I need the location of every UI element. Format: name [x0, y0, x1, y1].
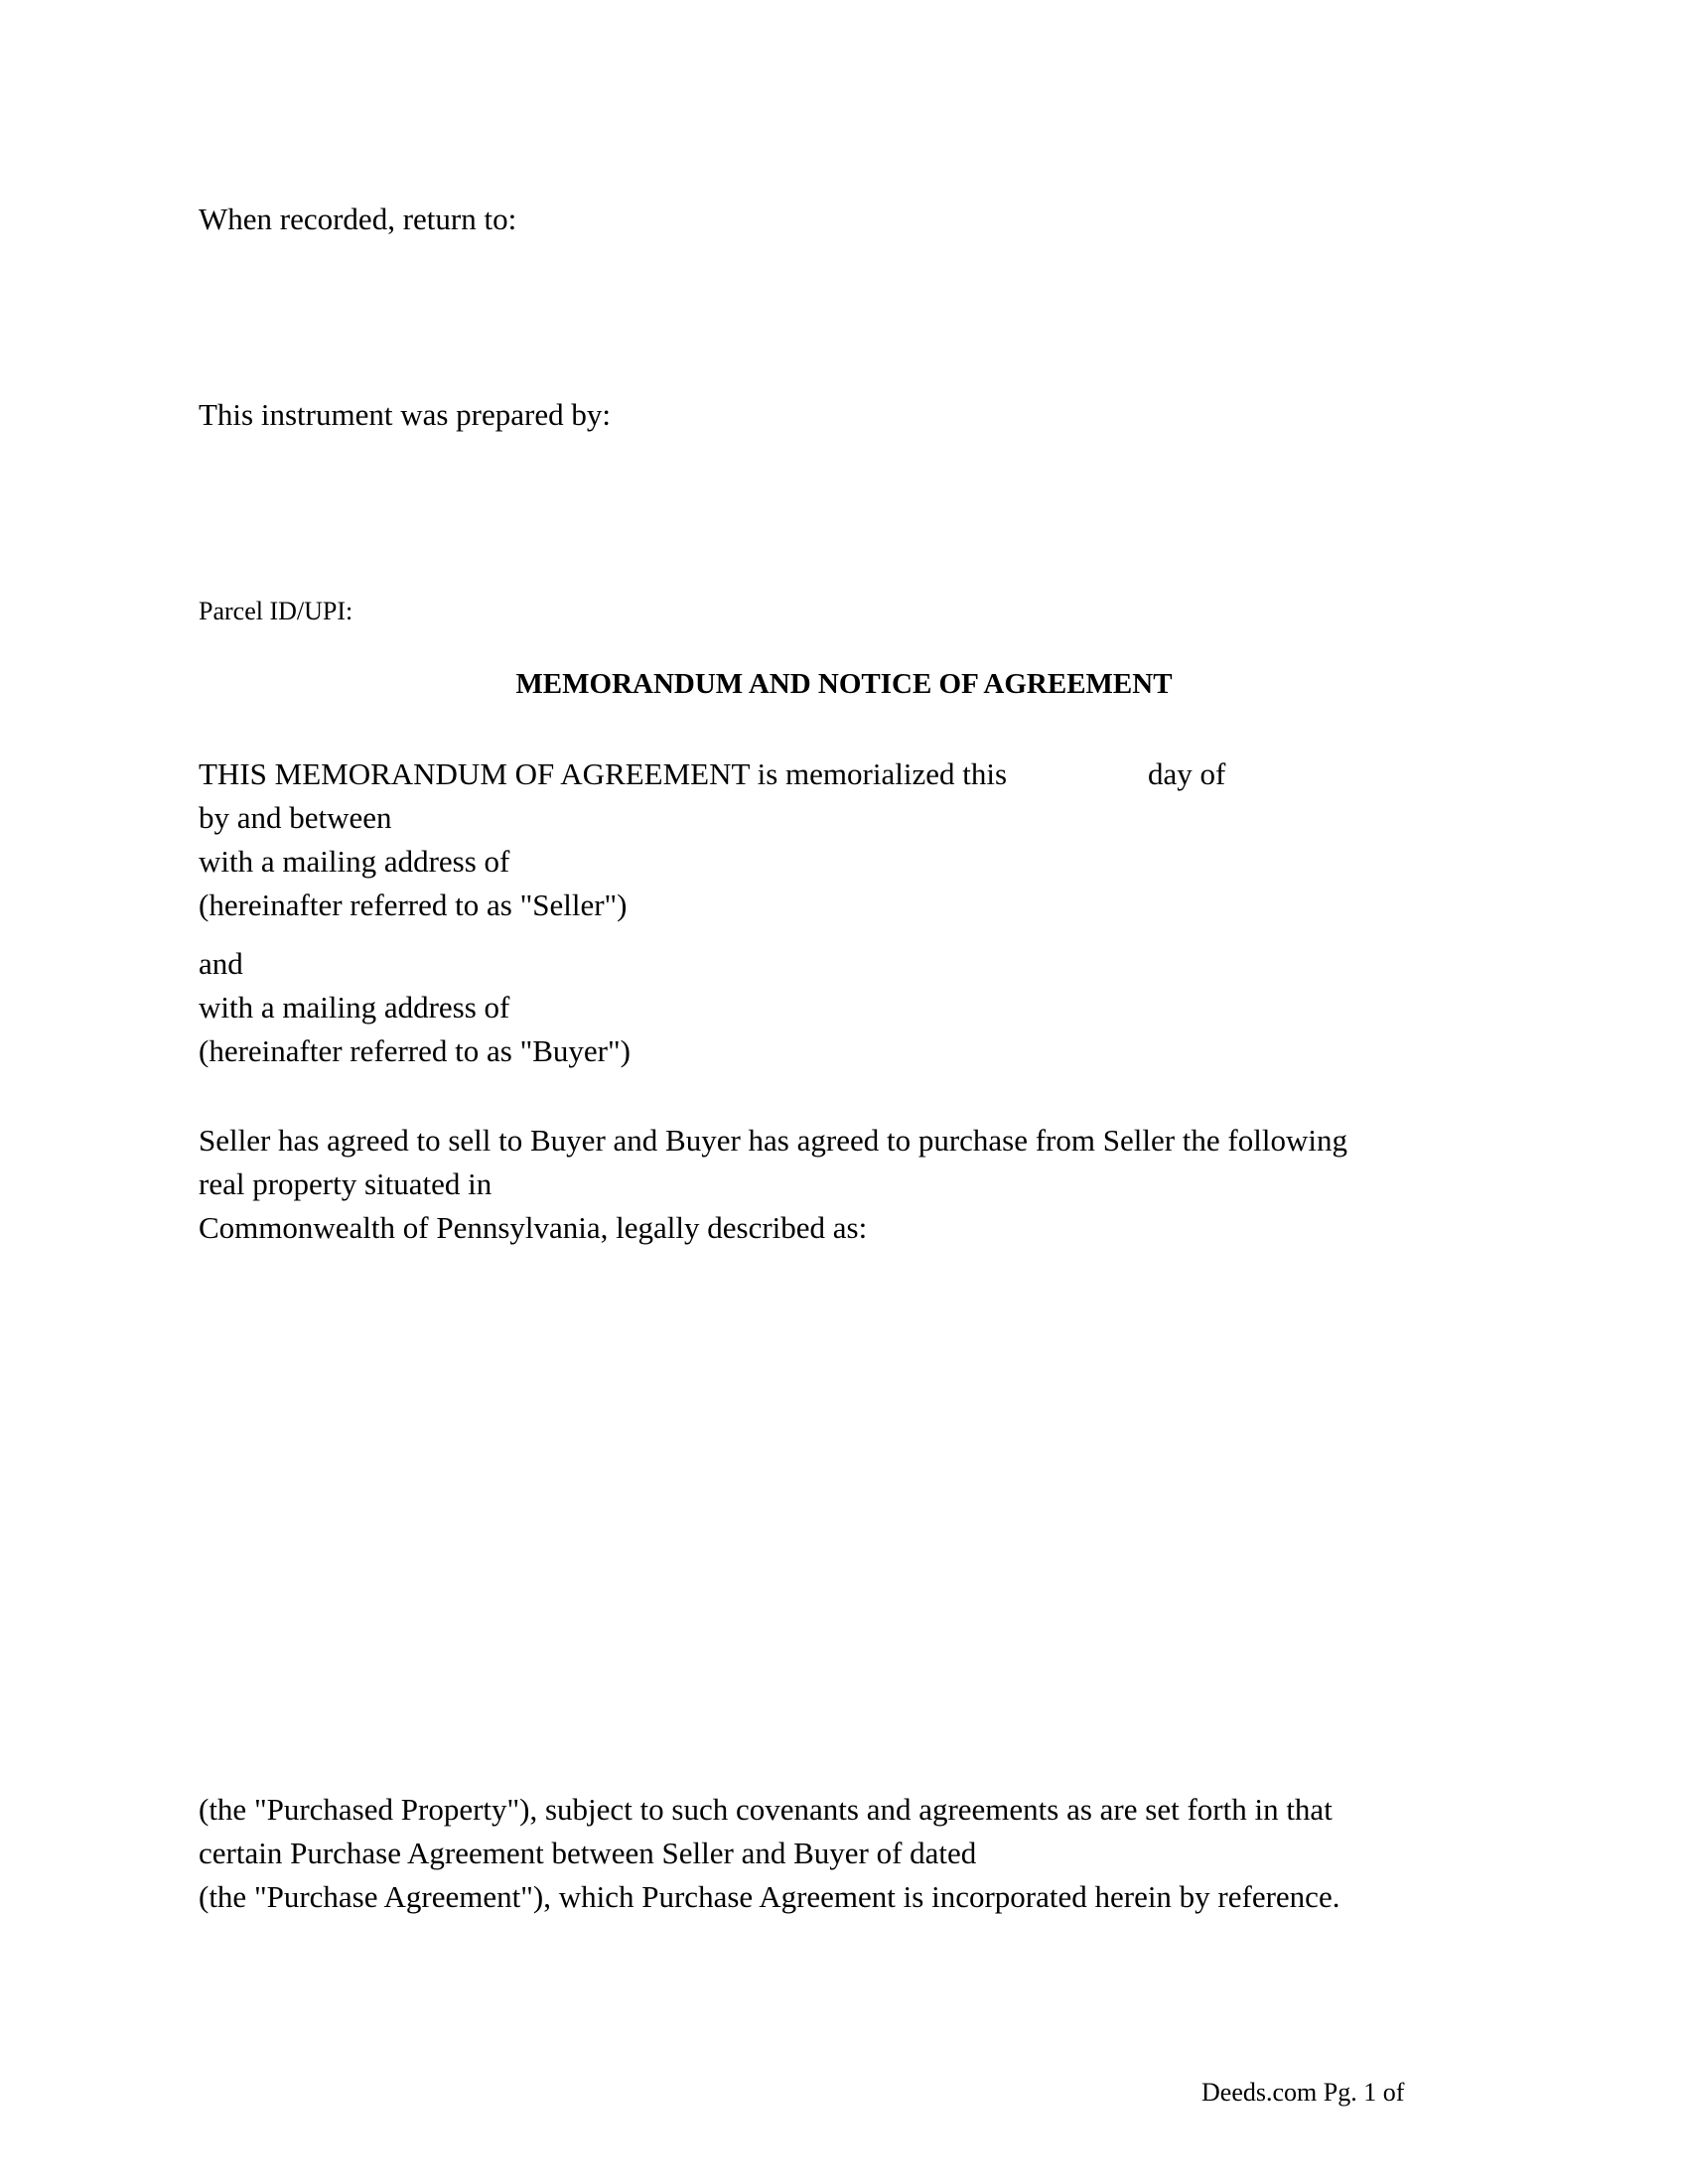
intro-line-2: by and between	[199, 800, 392, 835]
agreement-line-3: (the "Purchase Agreement"), which Purchase Agreement is incorporated herein by reference.	[199, 1879, 1340, 1914]
intro-line-4: (hereinafter referred to as "Seller")	[199, 887, 628, 922]
buyer-line-3: (hereinafter referred to as "Buyer")	[199, 1033, 631, 1068]
intro-day-of: day of	[1148, 756, 1226, 791]
property-line-1: Seller has agreed to sell to Buyer and Buyer has agreed to purchase from Seller the following	[199, 1123, 1347, 1158]
document-title: MEMORANDUM AND NOTICE OF AGREEMENT	[515, 668, 1173, 700]
agreement-line-2: certain Purchase Agreement between Seller and Buyer of dated	[199, 1836, 977, 1870]
page-footer: Deeds.com Pg. 1 of	[1201, 2078, 1405, 2107]
intro-line-1: THIS MEMORANDUM OF AGREEMENT is memorialized this	[199, 756, 1008, 791]
agreement-line-1: (the "Purchased Property"), subject to such covenants and agreements as are set forth in that	[199, 1792, 1333, 1827]
prepared-by-label: This instrument was prepared by:	[199, 397, 611, 432]
buyer-line-1: and	[199, 946, 243, 981]
buyer-line-2: with a mailing address of	[199, 990, 510, 1024]
intro-line-3: with a mailing address of	[199, 844, 510, 879]
property-line-2: real property situated in	[199, 1166, 492, 1201]
return-to-label: When recorded, return to:	[199, 202, 517, 236]
property-line-3: Commonwealth of Pennsylvania, legally described as:	[199, 1210, 868, 1245]
parcel-id-label: Parcel ID/UPI:	[199, 597, 353, 625]
